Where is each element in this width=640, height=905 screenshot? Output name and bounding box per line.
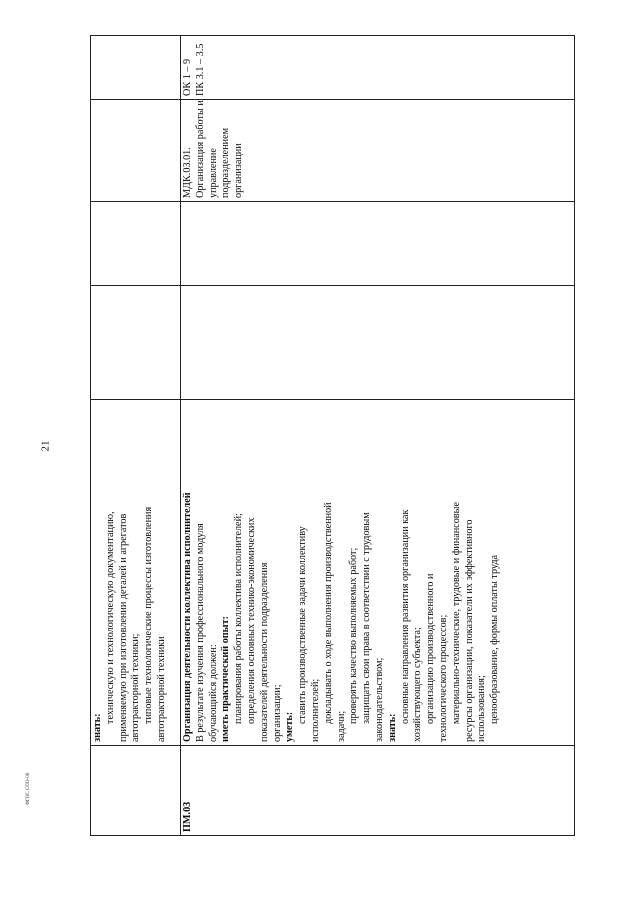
text-line: исполнителей; <box>309 678 321 742</box>
text-line: планирования работы коллектива исполнителей; <box>233 513 245 724</box>
text-line: хозяйствующего субъекта; <box>412 627 424 742</box>
text-line: организацию производственного и <box>425 573 437 724</box>
competency-line: ОК 1 – 9 <box>182 58 193 96</box>
curriculum-table <box>90 35 575 836</box>
empty-cell <box>181 286 575 400</box>
text-line: организации; <box>271 684 283 742</box>
footer-code: ФГОС СПО-06 <box>26 772 31 805</box>
table-row <box>91 36 181 836</box>
mdk-line: управление <box>207 148 219 198</box>
empty-cell <box>91 36 181 100</box>
text-line: докладывать о ходе выполнения производственной <box>322 502 334 724</box>
text-line: В результате изучения профессионального модуля <box>194 523 206 742</box>
text-line: защищать свои права в соответствии с трудовым <box>361 512 373 724</box>
text-line: основные направления развития организации как <box>399 509 411 724</box>
text-line: типовые технологические процессы изготовления <box>143 506 155 724</box>
text-line: определения основных технико-экономических <box>245 517 257 724</box>
page-number: 21 <box>39 440 52 452</box>
mdk-line: МДК.03.01. <box>182 147 193 198</box>
text-line: материально-технические, трудовые и финансовые <box>450 502 462 724</box>
empty-cell <box>91 100 181 202</box>
know-heading: знать: <box>386 713 398 742</box>
empty-cell <box>91 286 181 400</box>
text-line: автотракторной техники <box>155 636 167 742</box>
text-line: показателей деятельности подразделения <box>258 562 270 742</box>
rotated-table-wrapper <box>90 36 574 836</box>
empty-cell <box>181 202 575 286</box>
text-line: техническую и технологическую документацию, <box>104 511 116 724</box>
text-line: ставить производственные задачи коллективу <box>297 526 309 724</box>
text-line: использования; <box>476 675 488 742</box>
mdk-line: Организация работы и <box>194 100 206 198</box>
mdk-cell <box>181 100 575 202</box>
text-line: применяемую при изготовлении деталей и агрегатов <box>117 513 129 742</box>
text-line: ресурсы организации, показатели их эффективного <box>463 519 475 742</box>
competency-line: ПК 3.1 – 3.5 <box>194 43 206 96</box>
text-line: задачи; <box>335 710 347 742</box>
know-heading: знать: <box>92 713 103 742</box>
code-cell <box>91 746 181 836</box>
module-title: Организация деятельности коллектива исполнителей <box>182 492 193 742</box>
content-cell <box>91 400 181 746</box>
mdk-line: организации <box>233 143 245 198</box>
text-line: обучающийся должен: <box>207 644 219 742</box>
practice-heading: иметь практический опыт: <box>220 615 232 742</box>
module-code: ПМ.03 <box>181 746 575 836</box>
mdk-line: подразделением <box>220 127 232 198</box>
skills-heading: уметь: <box>284 711 296 742</box>
text-line: автотракторной техники; <box>130 633 142 742</box>
content-cell <box>181 400 575 746</box>
text-line: законодательством; <box>373 657 385 742</box>
text-line: ценообразование, формы оплаты труда <box>489 554 501 724</box>
competencies-cell <box>181 36 575 100</box>
empty-cell <box>91 202 181 286</box>
text-line: технологического процессов; <box>437 614 449 742</box>
text-line: проверять качество выполняемых работ; <box>348 547 360 724</box>
table-row <box>181 36 575 836</box>
